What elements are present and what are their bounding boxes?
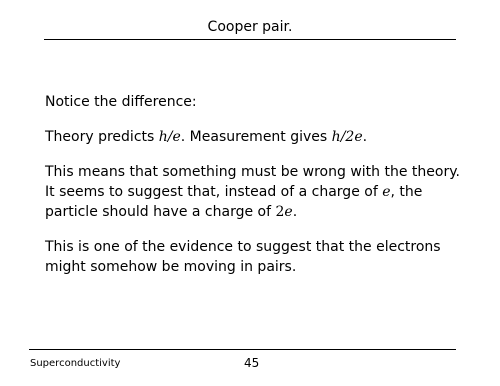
paragraph-theory-vs-measurement bbox=[45, 127, 465, 147]
paragraph-charge-suggestion bbox=[45, 162, 465, 222]
period: . bbox=[292, 204, 298, 220]
footer-section-title: Superconductivity bbox=[30, 358, 121, 369]
slide-title: Cooper pair. bbox=[207, 19, 293, 35]
math-h-over-e: h/e bbox=[158, 129, 181, 145]
math-e: e bbox=[382, 184, 391, 200]
math-h-over-2e: h/2e bbox=[331, 129, 363, 145]
theory-text: Theory predicts bbox=[45, 129, 159, 145]
footer-rule bbox=[29, 349, 456, 350]
charge-text-2: , the particle should have a charge of bbox=[45, 184, 423, 220]
math-2e-variable: e bbox=[284, 204, 293, 220]
header-rule bbox=[44, 39, 456, 40]
math-2e bbox=[275, 204, 292, 220]
page-number: 45 bbox=[244, 356, 260, 370]
period: . bbox=[362, 129, 368, 145]
paragraph-notice: Notice the difference: bbox=[45, 94, 197, 110]
paragraph-electron-pairs: This is one of the evidence to suggest that the electrons might somehow be moving in pairs. bbox=[45, 239, 441, 275]
charge-text-1: This means that something must be wrong with the theory. It seems to suggest that, instead of a charge of bbox=[45, 164, 460, 200]
measurement-text: . Measurement gives bbox=[180, 129, 332, 145]
math-2e-coefficient: 2 bbox=[275, 204, 285, 220]
